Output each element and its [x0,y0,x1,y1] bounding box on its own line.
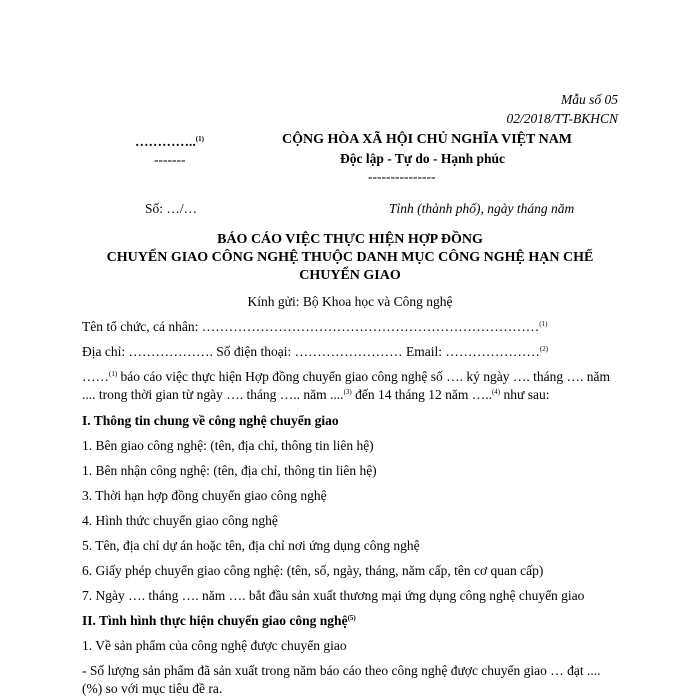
section-2-bullet-line2: (%) so với mục tiêu đề ra. [82,681,223,696]
intro-line1 [82,369,610,385]
org-placeholder-text: ………….. [135,134,196,149]
section-1-item: 4. Hình thức chuyển giao công nghệ [82,513,278,528]
org-note: (1) [195,135,204,143]
nation-motto: Độc lập - Tự do - Hạnh phúc [340,151,506,166]
address-note: (2) [539,345,549,353]
section-1-item: 1. Bên nhận công nghệ: (tên, địa chỉ, thông tin liên hệ) [82,463,377,478]
intro-text-1: báo cáo việc thực hiện Hợp đồng chuyển giao công nghệ số …. ký ngày …. tháng …. năm [117,369,611,384]
section-2-heading [82,613,356,629]
section-1-item: 7. Ngày …. tháng …. năm …. bắt đầu sản xuất thương mại ứng dụng công nghệ chuyển giao [82,588,585,603]
place-date: Tỉnh (thành phố), ngày tháng năm [389,201,575,216]
org-name-field [82,319,547,335]
address-field [82,344,548,360]
intro-text-2: .... trong thời gian từ ngày …. tháng ….. năm .... [82,387,344,402]
section-1-heading: I. Thông tin chung về công nghệ chuyển giao [82,413,339,428]
section-2-item-1: 1. Về sản phẩm của công nghệ được chuyển giao [82,638,347,653]
document-number: Số: …/… [145,201,198,216]
form-code: Mẫu số 05 [561,92,618,107]
address-text: Địa chỉ: ………………. Số điện thoại: …………………… Email: ………………… [82,344,540,359]
report-title-line1: BÁO CÁO VIỆC THỰC HIỆN HỢP ĐỒNG [217,232,483,247]
section-1-item: 6. Giấy phép chuyển giao công nghệ: (tên, số, ngày, tháng, năm cấp, tên cơ quan cấp) [82,563,544,578]
left-dashes: ------- [154,152,186,167]
right-dashes: --------------- [368,169,436,184]
section-1-item: 3. Thời hạn hợp đồng chuyển giao công nghệ [82,488,327,503]
report-title-line2: CHUYỂN GIAO CÔNG NGHỆ THUỘC DANH MỤC CÔNG NGHỆ HẠN CHẾ [106,250,594,265]
section-2-bullet-line1: - Số lượng sản phẩm đã sản xuất trong năm báo cáo theo công nghệ được chuyển giao … đạt .... [82,663,601,678]
section-2-note: (5) [347,614,356,622]
recipient: Kính gửi: Bộ Khoa học và Công nghệ [247,294,453,309]
section-1-item: 1. Bên giao công nghệ: (tên, địa chỉ, thông tin liên hệ) [82,438,374,453]
intro-start: …… [82,369,109,384]
section-1-item: 5. Tên, địa chỉ dự án hoặc tên, địa chỉ nơi ứng dụng công nghệ [82,538,420,553]
report-title-line3: CHUYỂN GIAO [299,268,401,283]
intro-note-3: (3) [343,388,352,396]
intro-line2 [82,387,549,403]
intro-note-4: (4) [491,388,501,396]
org-name-note: (1) [539,320,548,328]
section-2-heading-text: II. Tình hình thực hiện chuyển giao công nghệ [82,613,348,628]
intro-text-4: như sau: [500,387,550,402]
circular-code: 02/2018/TT-BKHCN [506,111,618,126]
intro-note-1: (1) [109,370,118,378]
intro-text-3: đến 14 tháng 12 năm ….. [351,387,492,402]
org-name-text: Tên tổ chức, cá nhân: ………………………………………………………………… [82,319,540,334]
org-placeholder [135,134,204,150]
nation-title: CỘNG HÒA XÃ HỘI CHỦ NGHĨA VIỆT NAM [282,132,573,147]
